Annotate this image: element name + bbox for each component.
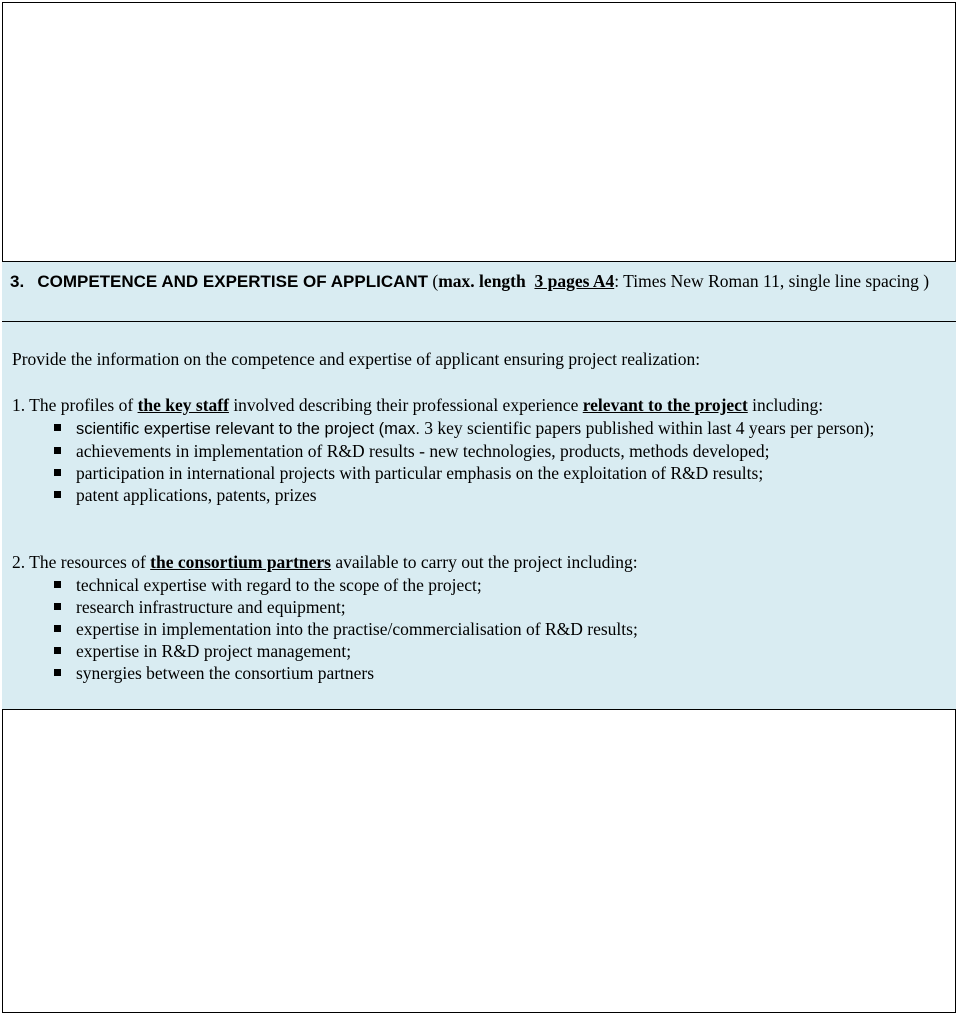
consortium-bullets (12, 574, 947, 684)
bullet0-sans: scientific expertise relevant to the project (max. (76, 420, 420, 438)
list-item: technical expertise with regard to the scope of the project; (12, 574, 947, 596)
max-length-label: max. length (438, 271, 526, 291)
list-item (12, 417, 947, 440)
blank-area-top (2, 2, 956, 261)
item-key-staff (12, 394, 947, 506)
square-bullet-icon (54, 491, 61, 498)
item-consortium-lead (12, 551, 947, 573)
item1-suffix: including: (747, 395, 824, 415)
item2-suffix: available to carry out the project including: (330, 552, 638, 572)
square-bullet-icon (54, 625, 61, 632)
list-item: expertise in implementation into the practise/commercialisation of R&D results; (12, 618, 947, 640)
bullet0-rest: 3 key scientific papers published within last 4 years per person); (419, 418, 875, 438)
section-body (2, 322, 956, 709)
item-consortium-resources (12, 551, 947, 684)
square-bullet-icon (54, 469, 61, 476)
section-heading-row (2, 262, 956, 322)
relevant-label: relevant to the project (582, 395, 748, 415)
list-item: participation in international projects with particular emphasis on the exploitation of R&D results; (12, 462, 947, 484)
list-item: synergies between the consortium partners (12, 662, 947, 684)
paren-open: ( (428, 271, 439, 291)
pages-label: 3 pages A4 (534, 271, 615, 291)
format-note: Times New Roman 11, single line spacing ) (619, 271, 930, 291)
competence-section (2, 261, 956, 710)
square-bullet-icon (54, 647, 61, 654)
list-item: achievements in implementation of R&D results - new technologies, products, methods developed; (12, 440, 947, 462)
list-item: expertise in R&D project management; (12, 640, 947, 662)
list-item: patent applications, patents, prizes (12, 484, 947, 506)
item1-middle: involved describing their professional experience (228, 395, 583, 415)
key-staff-bullets (12, 417, 947, 506)
intro-text: Provide the information on the competence and expertise of applicant ensuring project realization: (12, 349, 701, 369)
item2-prefix: 2. The resources of (12, 552, 151, 572)
square-bullet-icon (54, 424, 61, 431)
square-bullet-icon (54, 669, 61, 676)
list-item: research infrastructure and equipment; (12, 596, 947, 618)
square-bullet-icon (54, 603, 61, 610)
section-heading (10, 270, 950, 293)
square-bullet-icon (54, 447, 61, 454)
item1-prefix: 1. The profiles of (12, 395, 138, 415)
section-number: 3. (10, 272, 25, 291)
square-bullet-icon (54, 581, 61, 588)
consortium-partners-label: the consortium partners (150, 552, 331, 572)
colon: : (614, 271, 620, 291)
section-title: COMPETENCE AND EXPERTISE OF APPLICANT (37, 272, 429, 291)
blank-area-bottom (2, 710, 956, 1013)
item-key-staff-lead (12, 394, 947, 416)
key-staff-label: the key staff (137, 395, 229, 415)
